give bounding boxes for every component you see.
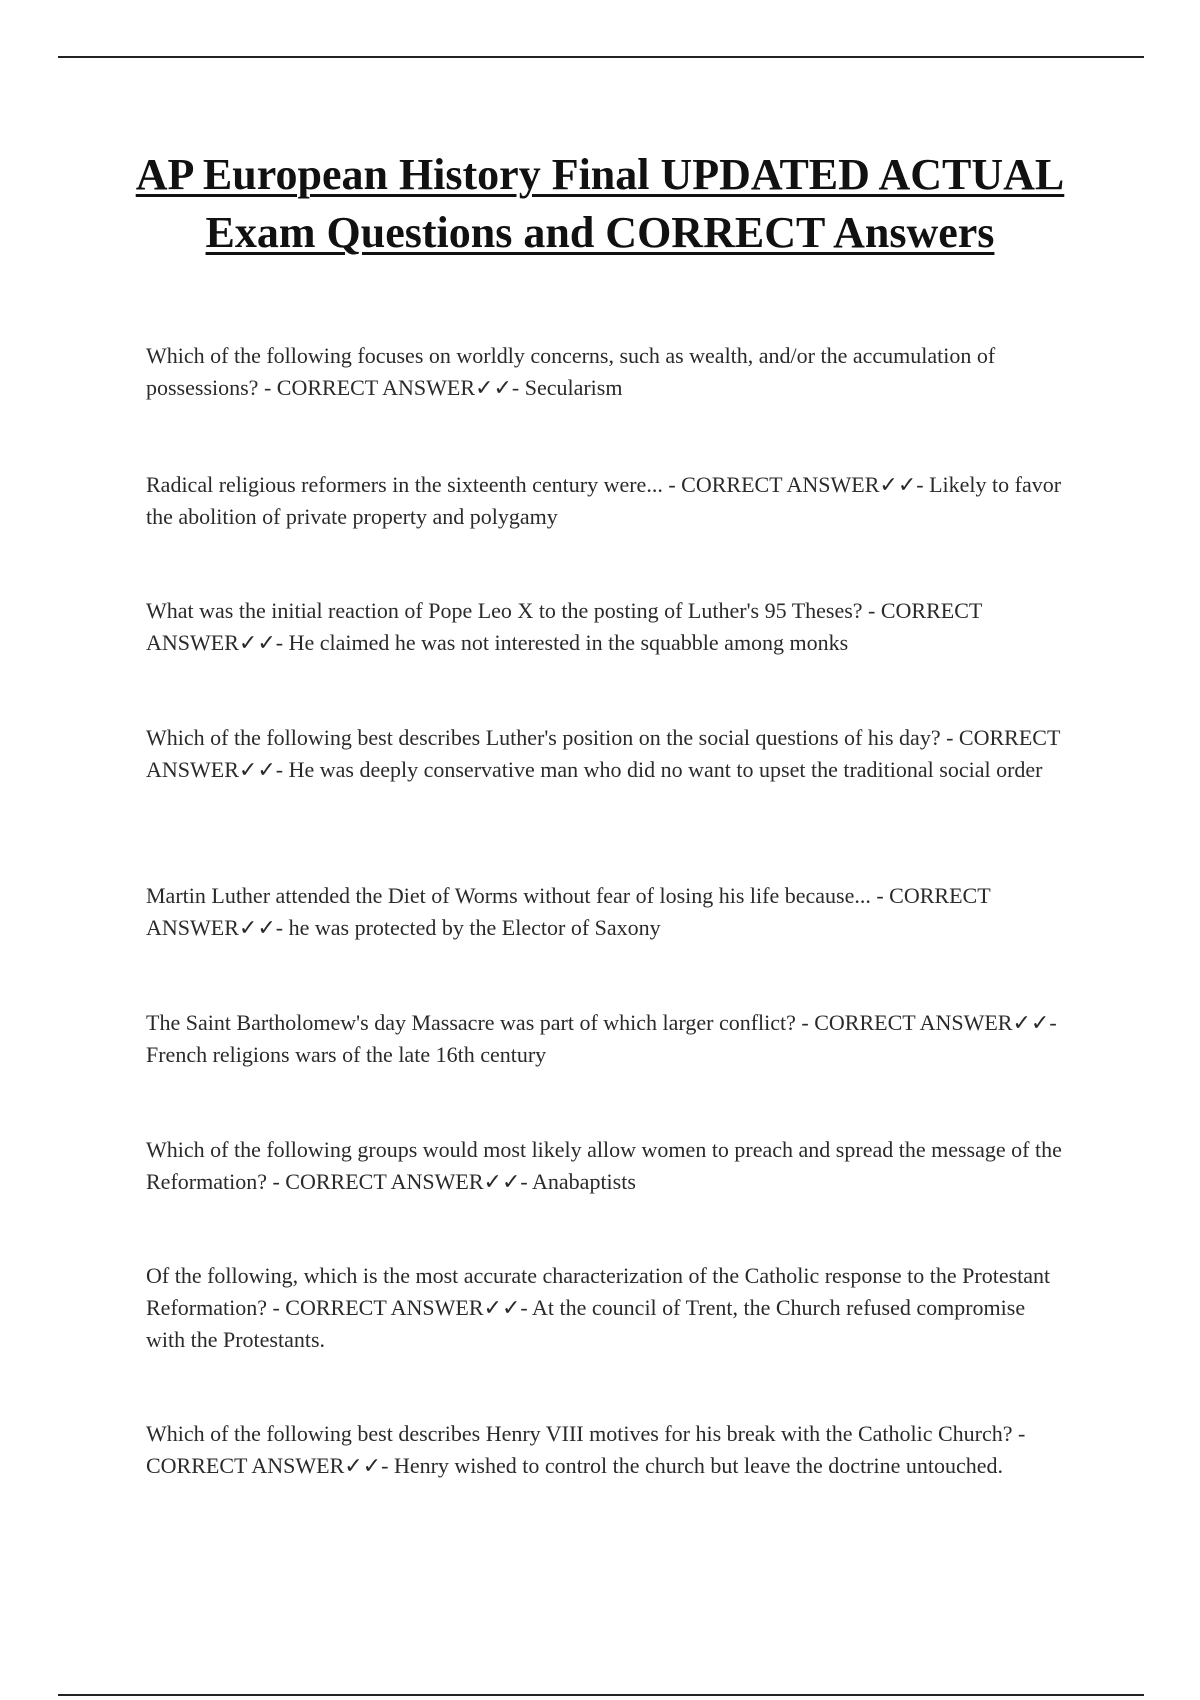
answer-text: He was deeply conservative man who did no want to upset the traditional social order — [288, 757, 1043, 782]
qa-item — [146, 1260, 1066, 1356]
qa-item — [146, 880, 1066, 944]
answer-marker: - CORRECT ANSWER✓✓- — [272, 1169, 528, 1194]
qa-item — [146, 1418, 1066, 1482]
answer-marker: - CORRECT ANSWER✓✓- — [146, 1421, 1026, 1478]
qa-item — [146, 469, 1066, 533]
qa-item — [146, 1134, 1066, 1198]
answer-text: At the council of Trent, the Church refused compromise with the Protestants. — [146, 1295, 1026, 1352]
question-text: Which of the following best describes Luther's position on the social questions of his day? — [146, 725, 941, 750]
answer-marker: - CORRECT ANSWER✓✓- — [146, 725, 1060, 782]
document-title: AP European History Final UPDATED ACTUAL Exam Questions and CORRECT Answers — [135, 150, 1065, 257]
answer-marker: - CORRECT ANSWER✓✓- — [272, 1295, 528, 1320]
question-text: Martin Luther attended the Diet of Worms without fear of losing his life because... — [146, 883, 871, 908]
answer-text: He claimed he was not interested in the squabble among monks — [288, 630, 849, 655]
answer-marker: - CORRECT ANSWER✓✓- — [146, 883, 991, 940]
answer-text: he was protected by the Elector of Saxony — [288, 915, 661, 940]
question-text: Radical religious reformers in the sixteenth century were... — [146, 472, 663, 497]
answer-text: Henry wished to control the church but leave the doctrine untouched. — [393, 1453, 1004, 1478]
qa-item — [146, 340, 1066, 404]
answer-text: Anabaptists — [532, 1169, 636, 1194]
answer-text: Likely to favor the abolition of private property and polygamy — [146, 472, 1062, 529]
question-text: Which of the following best describes Henry VIII motives for his break with the Catholic Church? — [146, 1421, 1013, 1446]
qa-item — [146, 722, 1066, 786]
question-text: What was the initial reaction of Pope Leo X to the posting of Luther's 95 Theses? — [146, 598, 863, 623]
question-text: Of the following, which is the most accurate characterization of the Catholic response to the Protestant Reformation? — [146, 1263, 1051, 1320]
question-text: Which of the following groups would most likely allow women to preach and spread the message of the Reformation? — [146, 1137, 1062, 1194]
answer-text: Secularism — [524, 375, 623, 400]
answer-marker: - CORRECT ANSWER✓✓- — [263, 375, 520, 400]
answer-marker: - CORRECT ANSWER✓✓- — [668, 472, 924, 497]
top-divider — [58, 56, 1144, 58]
qa-item — [146, 595, 1066, 659]
answer-marker: - CORRECT ANSWER✓✓- — [146, 598, 982, 655]
answer-text: French religions wars of the late 16th century — [146, 1042, 547, 1067]
bottom-divider — [58, 1694, 1144, 1696]
qa-item — [146, 1007, 1066, 1071]
question-text: Which of the following focuses on worldly concerns, such as wealth, and/or the accumulation of possessions? — [146, 343, 996, 400]
answer-marker: - CORRECT ANSWER✓✓- — [801, 1010, 1057, 1035]
question-text: The Saint Bartholomew's day Massacre was part of which larger conflict? — [146, 1010, 796, 1035]
